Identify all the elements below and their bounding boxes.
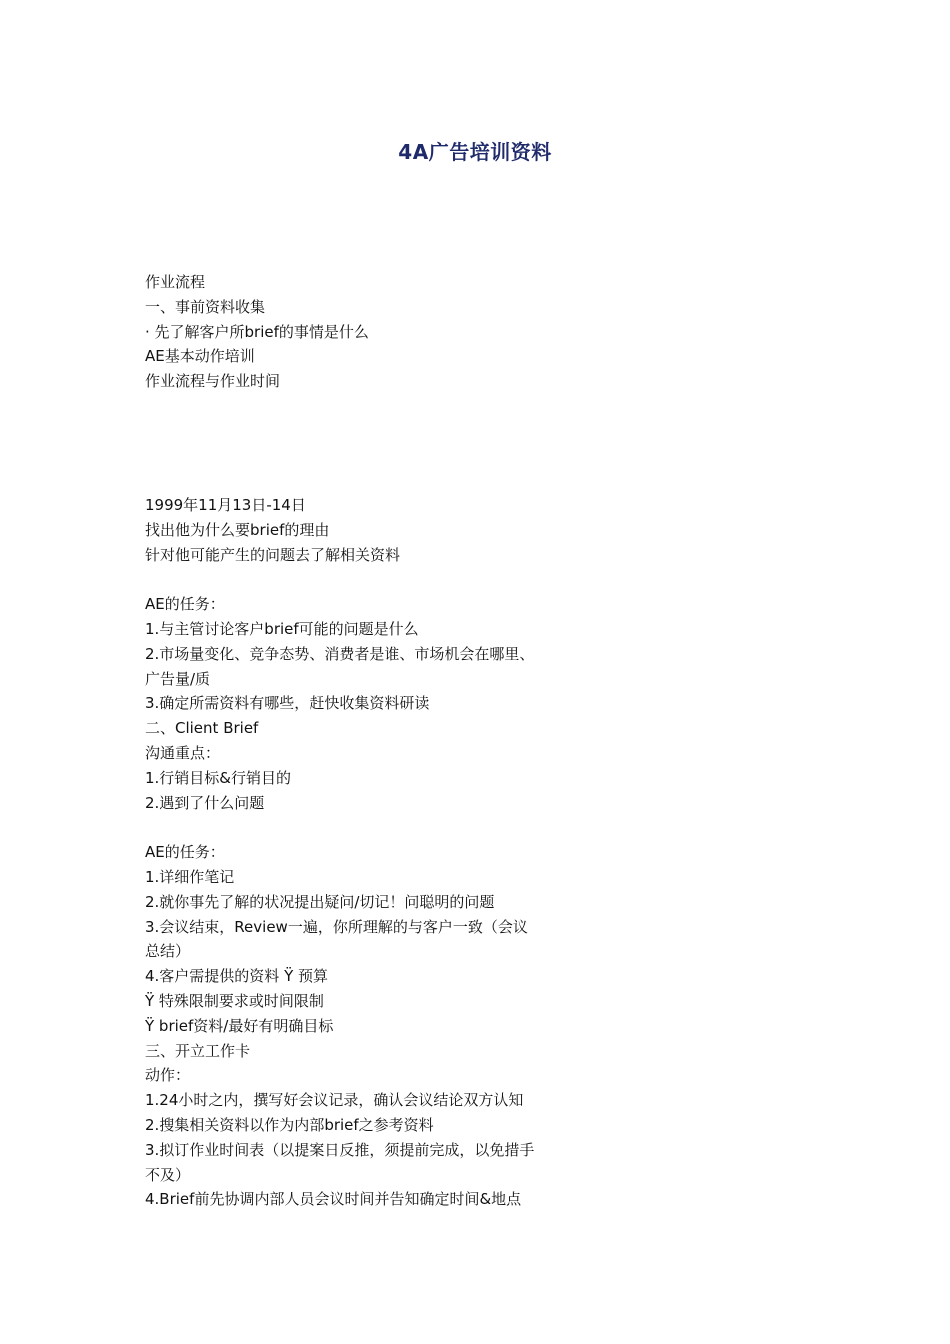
text-line: 1.与主管讨论客户brief可能的问题是什么 bbox=[145, 619, 419, 638]
text-line: 1.24小时之内，撰写好会议记录，确认会议结论双方认知 bbox=[145, 1091, 524, 1110]
text-line: 2.市场量变化、竞争态势、消费者是谁、市场机会在哪里、 bbox=[145, 644, 535, 663]
text-line: 3.确定所需资料有哪些，赶快收集资料研读 bbox=[145, 694, 430, 713]
text-line: 动作： bbox=[145, 1066, 191, 1085]
text-line: 4.客户需提供的资料 Ÿ 预算 bbox=[145, 967, 329, 986]
text-line: 三、开立工作卡 bbox=[145, 1041, 251, 1060]
text-line: 1.详细作笔记 bbox=[145, 867, 235, 886]
intro-section bbox=[145, 270, 605, 394]
text-line: 作业流程 bbox=[145, 273, 206, 291]
text-line: AE的任务： bbox=[145, 595, 225, 614]
text-line: AE基本动作培训 bbox=[145, 347, 255, 366]
text-line: 二、Client Brief bbox=[145, 719, 259, 738]
text-line: 2.搜集相关资料以作为内部brief之参考资料 bbox=[145, 1115, 434, 1134]
text-line: · 先了解客户所brief的事情是什么 bbox=[145, 322, 369, 341]
text-line: 3.拟订作业时间表（以提案日反推，须提前完成，以免措手 bbox=[145, 1140, 535, 1159]
text-line: 总结） bbox=[145, 942, 191, 961]
blank-line bbox=[145, 567, 605, 592]
text-line: 2.遇到了什么问题 bbox=[145, 793, 265, 812]
text-line: Ÿ brief资料/最好有明确目标 bbox=[145, 1016, 334, 1035]
text-line: 沟通重点： bbox=[145, 743, 221, 762]
text-line: 针对他可能产生的问题去了解相关资料 bbox=[145, 545, 401, 564]
text-line: 一、事前资料收集 bbox=[145, 297, 266, 316]
text-line: 作业流程与作业时间 bbox=[145, 372, 281, 391]
document-title: 4A广告培训资料 bbox=[398, 140, 552, 164]
text-line: 广告量/质 bbox=[145, 669, 211, 688]
blank-line bbox=[145, 815, 605, 840]
text-line: 3.会议结束，Review一遍，你所理解的与客户一致（会议 bbox=[145, 917, 528, 936]
text-line: 2.就你事先了解的状况提出疑问/切记！问聪明的问题 bbox=[145, 892, 495, 911]
main-section bbox=[145, 493, 605, 1212]
text-line: 不及） bbox=[145, 1165, 191, 1184]
text-line: 1.行销目标&行销目的 bbox=[145, 768, 292, 787]
text-line: 1999年11月13日-14日 bbox=[145, 496, 306, 514]
text-line: Ÿ 特殊限制要求或时间限制 bbox=[145, 991, 324, 1010]
text-line: AE的任务： bbox=[145, 843, 225, 862]
text-line: 4.Brief前先协调内部人员会议时间并告知确定时间&地点 bbox=[145, 1190, 522, 1209]
text-line: 找出他为什么要brief的理由 bbox=[145, 520, 330, 539]
